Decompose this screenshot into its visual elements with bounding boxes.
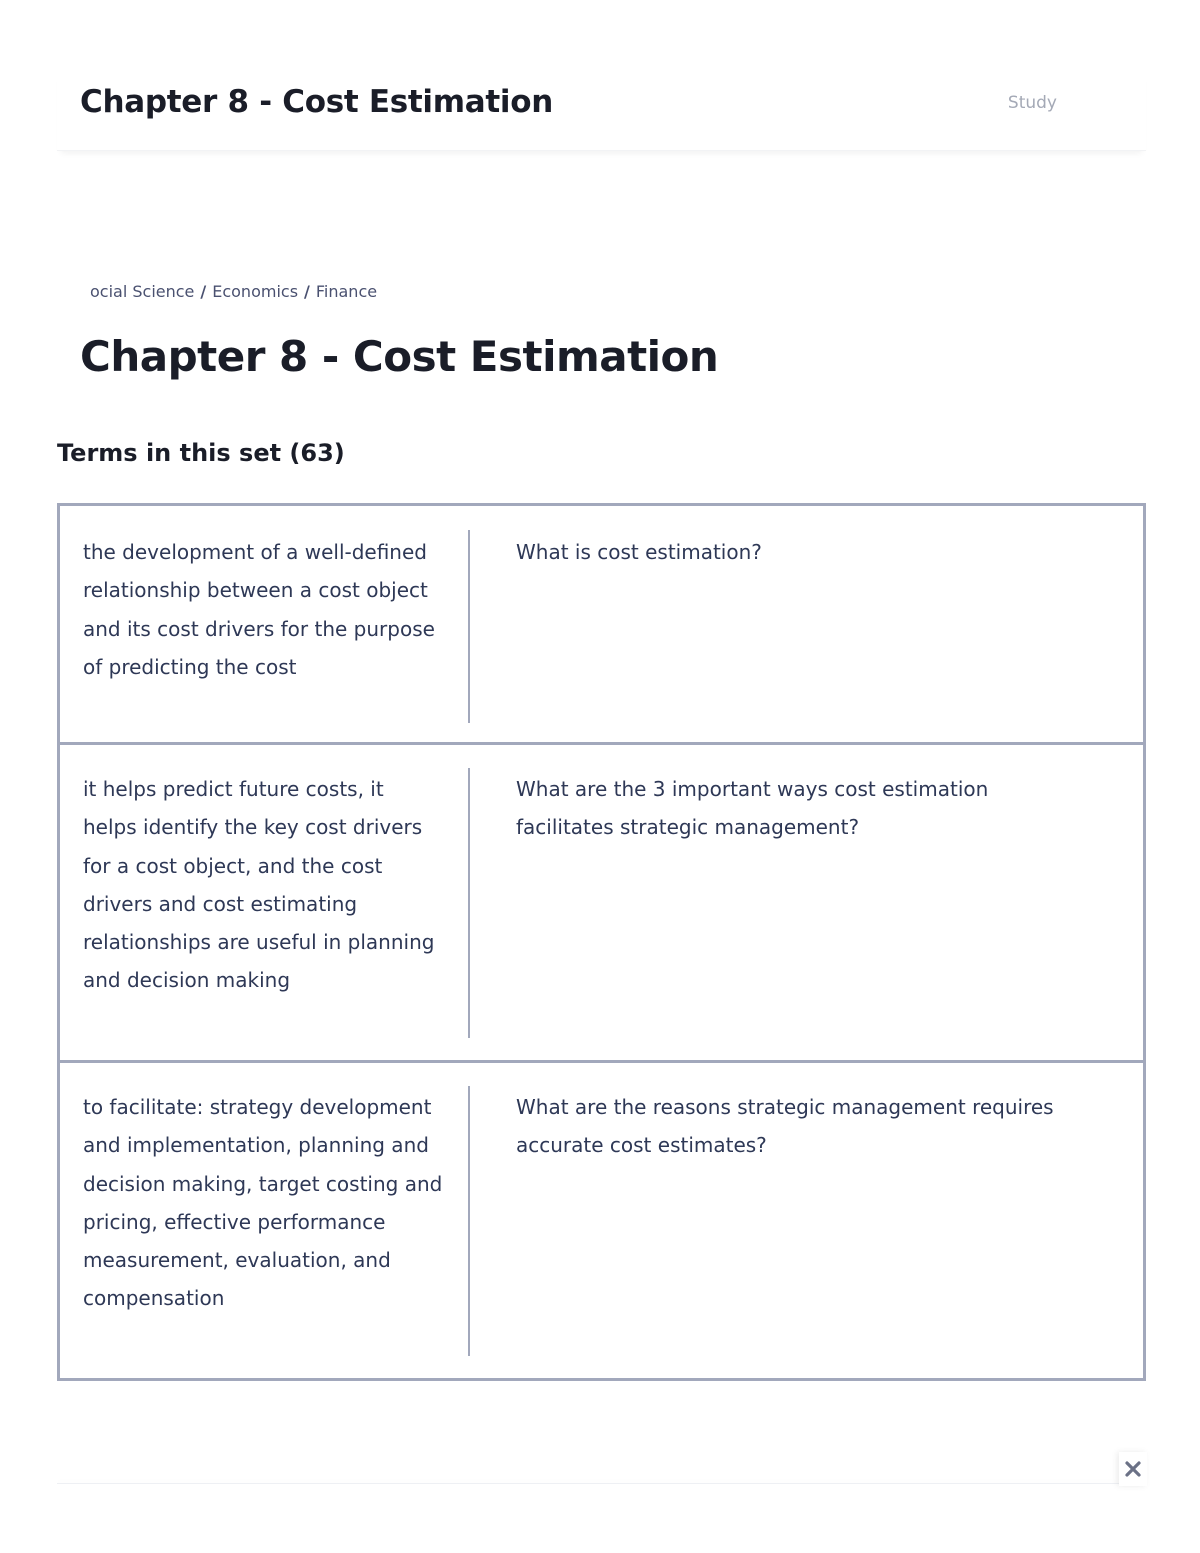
card-term: What is cost estimation?: [516, 540, 762, 564]
card-definition: the development of a well-defined relationship between a cost object and its cost drivers for the purpose of predicting the cost: [83, 540, 435, 679]
card-term: What are the 3 important ways cost estimation facilitates strategic management?: [516, 777, 989, 840]
breadcrumb-item-economics[interactable]: Economics: [212, 282, 299, 301]
breadcrumb-separator: /: [200, 282, 207, 301]
page-title: Chapter 8 - Cost Estimation: [80, 332, 719, 381]
card-divider: [468, 768, 470, 1038]
header-title: Chapter 8 - Cost Estimation: [80, 84, 553, 120]
close-icon: [1124, 1460, 1142, 1478]
breadcrumb-item-social-science[interactable]: ocial Science: [90, 282, 195, 301]
close-button[interactable]: [1119, 1452, 1147, 1486]
card-definition: it helps predict future costs, it helps identify the key cost drivers for a cost object, and the cost drivers and cost estimating relationships are useful in planning and decision making: [83, 777, 435, 993]
footer-bar: [57, 1483, 1146, 1484]
terms-heading: Terms in this set (63): [57, 439, 345, 467]
term-card: [57, 1063, 1146, 1381]
breadcrumb: [90, 282, 377, 301]
study-link[interactable]: Study: [1007, 93, 1057, 113]
term-card: [57, 745, 1146, 1063]
card-term: What are the reasons strategic management requires accurate cost estimates?: [516, 1095, 1054, 1158]
card-divider: [468, 530, 470, 723]
terms-list: [57, 503, 1146, 1381]
card-divider: [468, 1086, 470, 1356]
breadcrumb-separator: /: [304, 282, 310, 301]
page-header: [57, 70, 1146, 151]
breadcrumb-item-finance[interactable]: Finance: [315, 282, 378, 301]
card-definition: to facilitate: strategy development and implementation, planning and decision making, target costing and pricing, effective performance measurement, evaluation, and compensation: [83, 1095, 443, 1311]
term-card: [57, 503, 1146, 745]
